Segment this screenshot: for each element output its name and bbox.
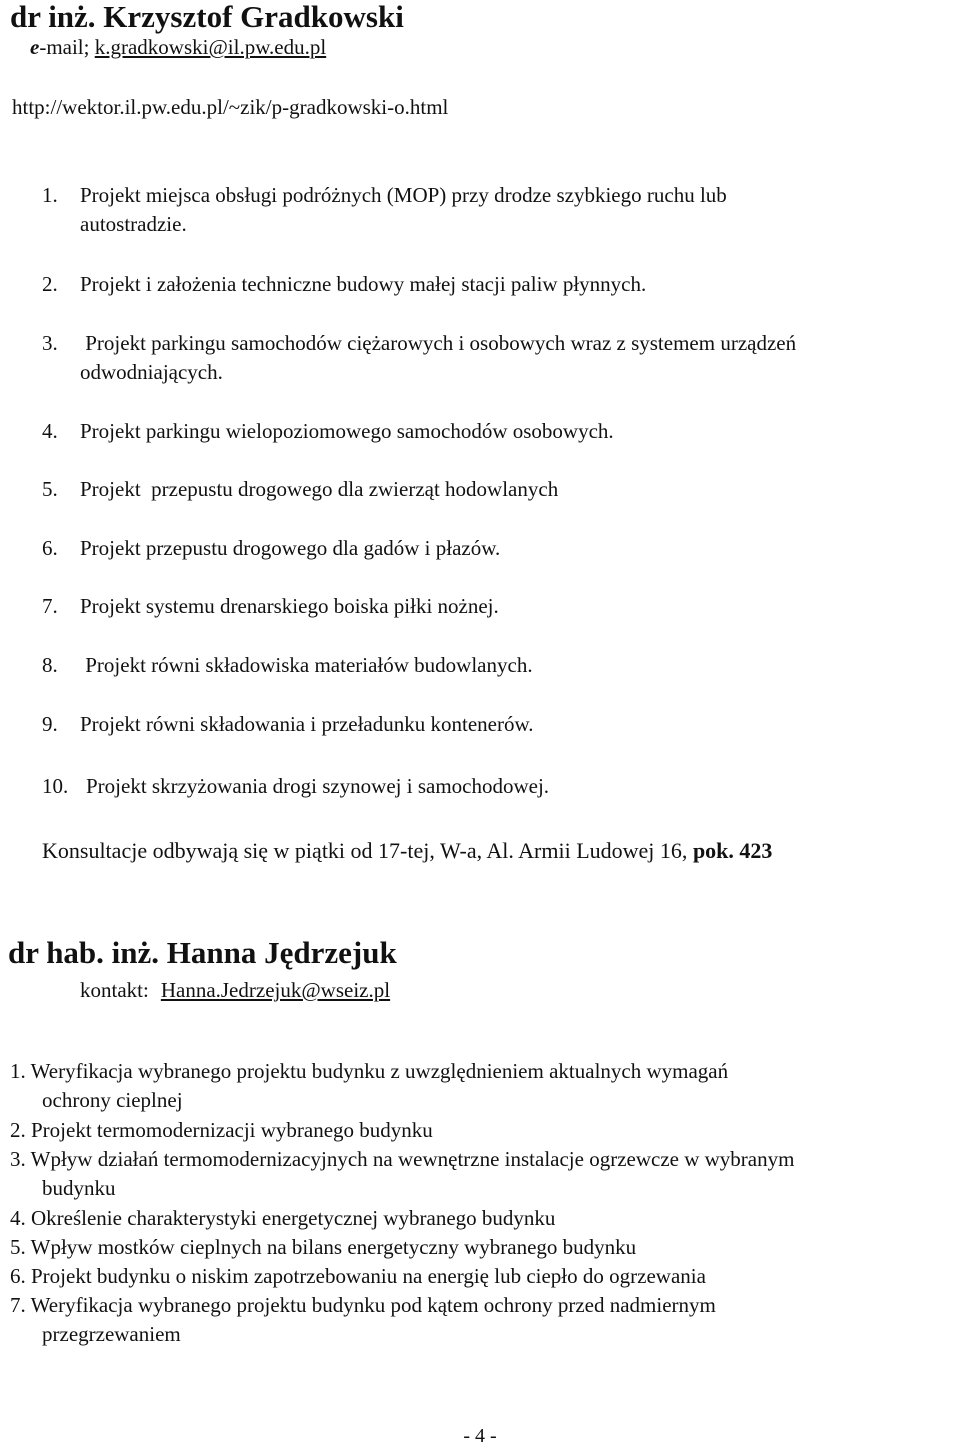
item-text: Projekt równi składowania i przeładunku kontenerów. [80, 712, 534, 736]
item-number: 1. [42, 183, 58, 207]
item-number: 6. [42, 536, 58, 560]
item-text: Projekt przepustu drogowego dla zwierząt hodowlanych [80, 477, 559, 501]
item-number: 8. [42, 653, 58, 677]
item-text-cont: ochrony cieplnej [42, 1088, 183, 1112]
email-link-gradkowski[interactable]: k.gradkowski@il.pw.edu.pl [94, 35, 327, 59]
email-label-e: e [30, 35, 40, 59]
item-text: Projekt i założenia techniczne budowy małej stacji paliw płynnych. [80, 272, 647, 296]
item-text: 6. Projekt budynku o niskim zapotrzebowaniu na energię lub ciepło do ogrzewania [10, 1264, 706, 1288]
item-text-cont: autostradzie. [80, 212, 187, 236]
item-number: 7. [42, 594, 58, 618]
homepage-url[interactable]: http://wektor.il.pw.edu.pl/~zik/p-gradkowski-o.html [12, 95, 449, 119]
item-text: Projekt systemu drenarskiego boiska piłki nożnej. [80, 594, 499, 618]
contact-label: kontakt: [80, 978, 149, 1002]
item-text: 1. Weryfikacja wybranego projektu budynku z uwzględnieniem aktualnych wymagań [10, 1059, 729, 1083]
item-text: Projekt parkingu wielopoziomowego samochodów osobowych. [80, 419, 614, 443]
item-text-cont: przegrzewaniem [42, 1322, 181, 1346]
item-text: Projekt parkingu samochodów ciężarowych i osobowych wraz z systemem urządzeń [80, 331, 797, 355]
item-text: 4. Określenie charakterystyki energetycznej wybranego budynku [10, 1206, 556, 1230]
item-text: Projekt miejsca obsługi podróżnych (MOP) przy drodze szybkiego ruchu lub [80, 183, 727, 207]
item-text-cont: budynku [42, 1176, 116, 1200]
item-number: 9. [42, 712, 58, 736]
item-text: Projekt przepustu drogowego dla gadów i płazów. [80, 536, 501, 560]
author-name-jedrzejuk: dr hab. inż. Hanna Jędrzejuk [8, 935, 397, 970]
item-text: 2. Projekt termomodernizacji wybranego budynku [10, 1118, 433, 1142]
email-link-jedrzejuk[interactable]: Hanna.Jedrzejuk@wseiz.pl [160, 978, 391, 1002]
item-number: 2. [42, 272, 58, 296]
item-text: Projekt równi składowiska materiałów budowlanych. [80, 653, 533, 677]
item-number: 5. [42, 477, 58, 501]
item-number: 4. [42, 419, 58, 443]
item-number: 10. [42, 774, 69, 798]
item-text: Projekt skrzyżowania drogi szynowej i samochodowej. [86, 774, 550, 798]
author-name-gradkowski: dr inż. Krzysztof Gradkowski [10, 0, 404, 34]
contact-line-jedrzejuk [80, 977, 390, 1003]
item-number: 3. [42, 331, 58, 355]
consultation-text: Konsultacje odbywają się w piątki od 17-tej, W-a, Al. Armii Ludowej 16, [42, 838, 693, 863]
page-number: - 4 - [463, 1425, 497, 1447]
consultation-info [42, 836, 772, 866]
item-text: 7. Weryfikacja wybranego projektu budynku pod kątem ochrony przed nadmiernym [10, 1293, 716, 1317]
item-text: 5. Wpływ mostków cieplnych na bilans energetyczny wybranego budynku [10, 1235, 637, 1259]
email-line-gradkowski [30, 34, 326, 60]
room-number: pok. 423 [692, 838, 773, 863]
email-label-rest: -mail; [39, 35, 90, 59]
item-text-cont: odwodniających. [80, 360, 223, 384]
item-text: 3. Wpływ działań termomodernizacyjnych na wewnętrzne instalacje ogrzewcze w wybranym [10, 1147, 795, 1171]
